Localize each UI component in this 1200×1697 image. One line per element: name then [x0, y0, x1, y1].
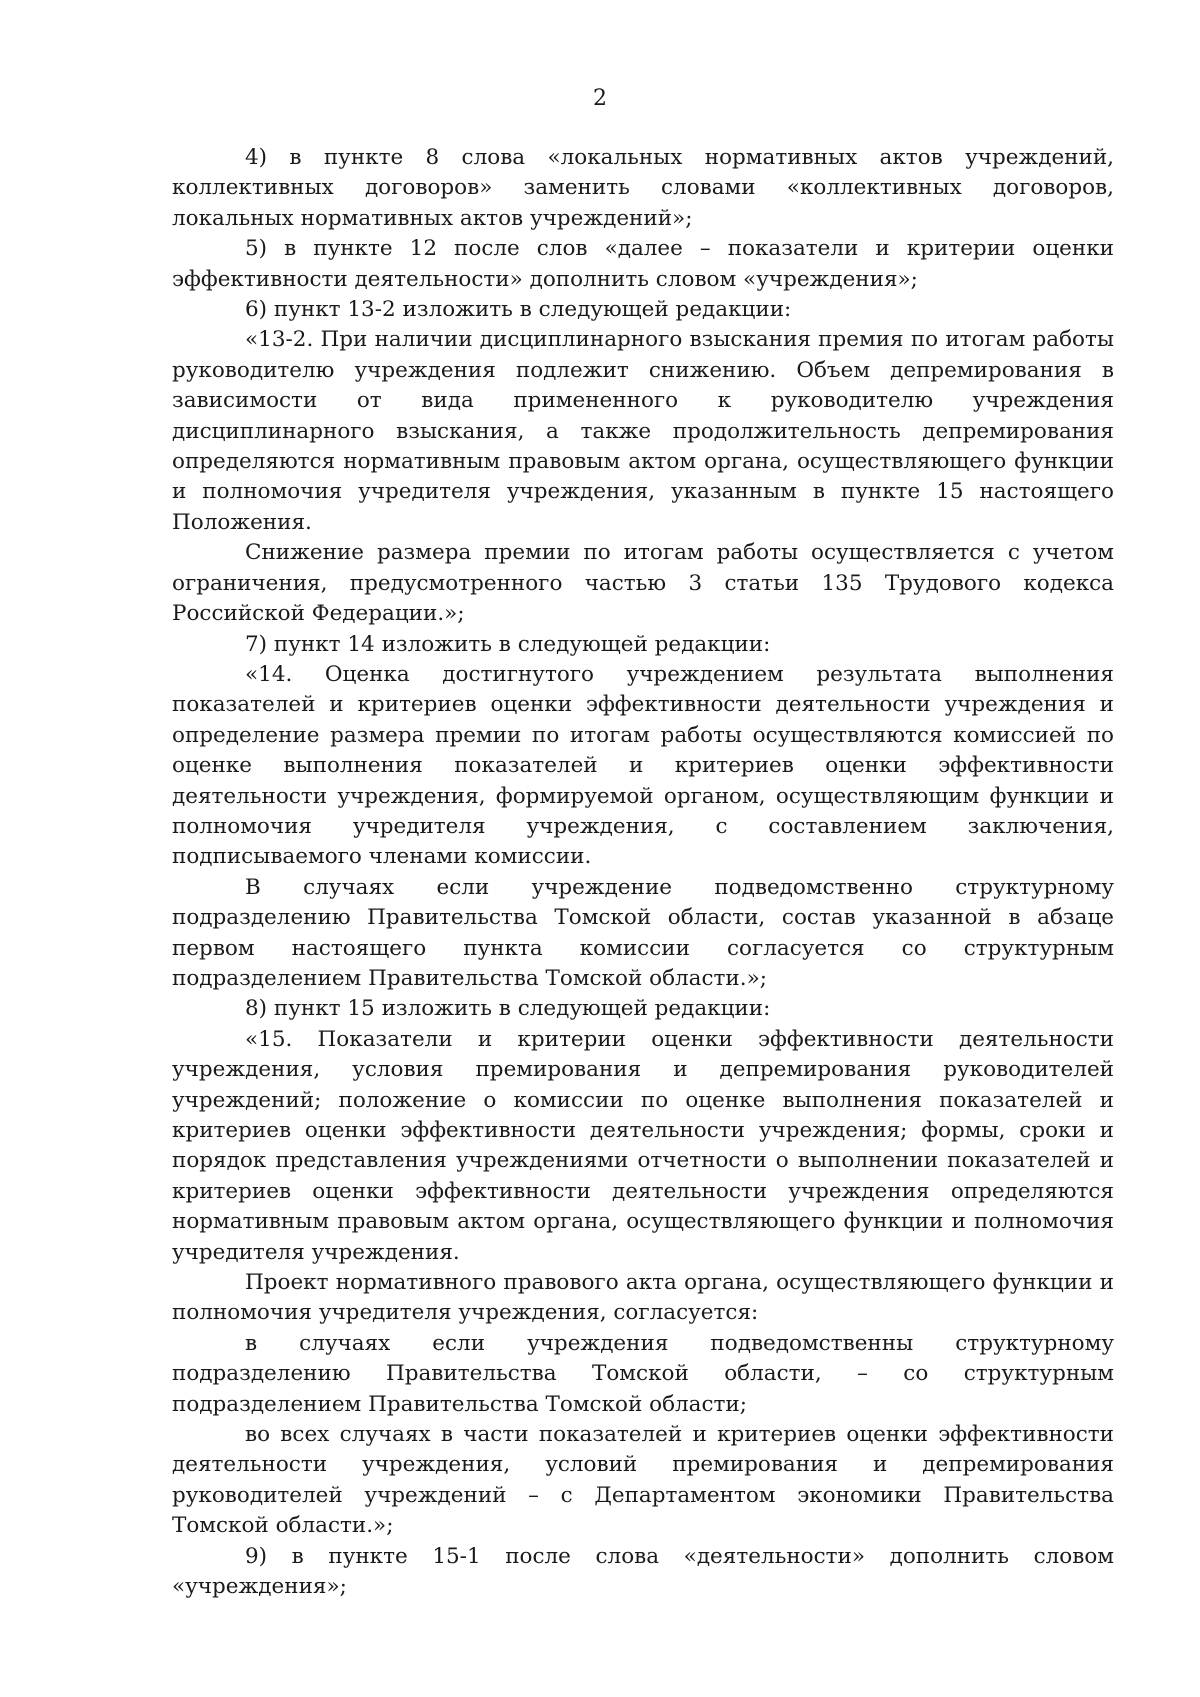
- paragraph-item-6: 6) пункт 13-2 изложить в следующей редакции:: [245, 297, 792, 323]
- paragraph-quote-15-part4: во всех случаях в части показателей и критериев оценки эффективности деятельности учреждения, условий премирования и депремирования руководителей учреждений – с Департаментом экономики Правительства Томской области.»;: [172, 1422, 1114, 1539]
- paragraph-item-4: 4) в пункте 8 слова «локальных нормативных актов учреждений, коллективных договоров» заменить словами «коллективных договоров, локальных нормативных актов учреждений»;: [172, 145, 1114, 231]
- paragraph-quote-14-part2: В случаях если учреждение подведомственно структурному подразделению Правительства Томской области, состав указанной в абзаце первом настоящего пункта комиссии согласуется со структурным подразделением Правительства Томской области.»;: [172, 874, 1114, 991]
- paragraph-item-7: 7) пункт 14 изложить в следующей редакции:: [245, 631, 771, 657]
- page-number: 2: [593, 86, 607, 111]
- paragraph-quote-13-2-part2: Снижение размера премии по итогам работы осуществляется с учетом ограничения, предусмотренного частью 3 статьи 135 Трудового кодекса Российской Федерации.»;: [172, 540, 1114, 627]
- paragraph-item-8: 8) пункт 15 изложить в следующей редакции:: [245, 996, 771, 1022]
- paragraph-quote-15-part3: в случаях если учреждения подведомственны структурному подразделению Правительства Томской области, – со структурным подразделением Правительства Томской области;: [172, 1330, 1114, 1417]
- paragraph-quote-14: «14. Оценка достигнутого учреждением результата выполнения показателей и критериев оценки эффективности деятельности учреждения и определение размера премии по итогам работы осуществляются комиссией по оценке выполнения показателей и критериев оценки эффективности деятельности учреждения, формируемой органом, осуществляющим функции и полномочия учредителя учреждения, с составлением заключения, подписываемого членами комиссии.: [172, 661, 1114, 870]
- paragraph-quote-15-part2: Проект нормативного правового акта органа, осуществляющего функции и полномочия учредителя учреждения, согласуется:: [172, 1270, 1114, 1326]
- paragraph-quote-15: «15. Показатели и критерии оценки эффективности деятельности учреждения, условия премирования и депремирования руководителей учреждений; положение о комиссии по оценке выполнения показателей и критериев оценки эффективности деятельности учреждения; формы, сроки и порядок представления учреждениями отчетности о выполнении показателей и критериев оценки эффективности деятельности учреждения определяются нормативным правовым актом органа, осуществляющего функции и полномочия учредителя учреждения.: [172, 1026, 1114, 1265]
- paragraph-item-9: 9) в пункте 15-1 после слова «деятельности» дополнить словом «учреждения»;: [172, 1543, 1114, 1600]
- paragraph-quote-13-2: «13-2. При наличии дисциплинарного взыскания премия по итогам работы руководителю учреждения подлежит снижению. Объем депремирования в зависимости от вида примененного к руководителю учреждения дисциплинарного взыскания, а также продолжительность депремирования определяются нормативным правовым актом органа, осуществляющего функции и полномочия учредителя учреждения, указанным в пункте 15 настоящего Положения.: [172, 327, 1114, 535]
- paragraph-item-5: 5) в пункте 12 после слов «далее – показатели и критерии оценки эффективности деятельности» дополнить словом «учреждения»;: [172, 236, 1114, 292]
- document-body: [172, 143, 1114, 1603]
